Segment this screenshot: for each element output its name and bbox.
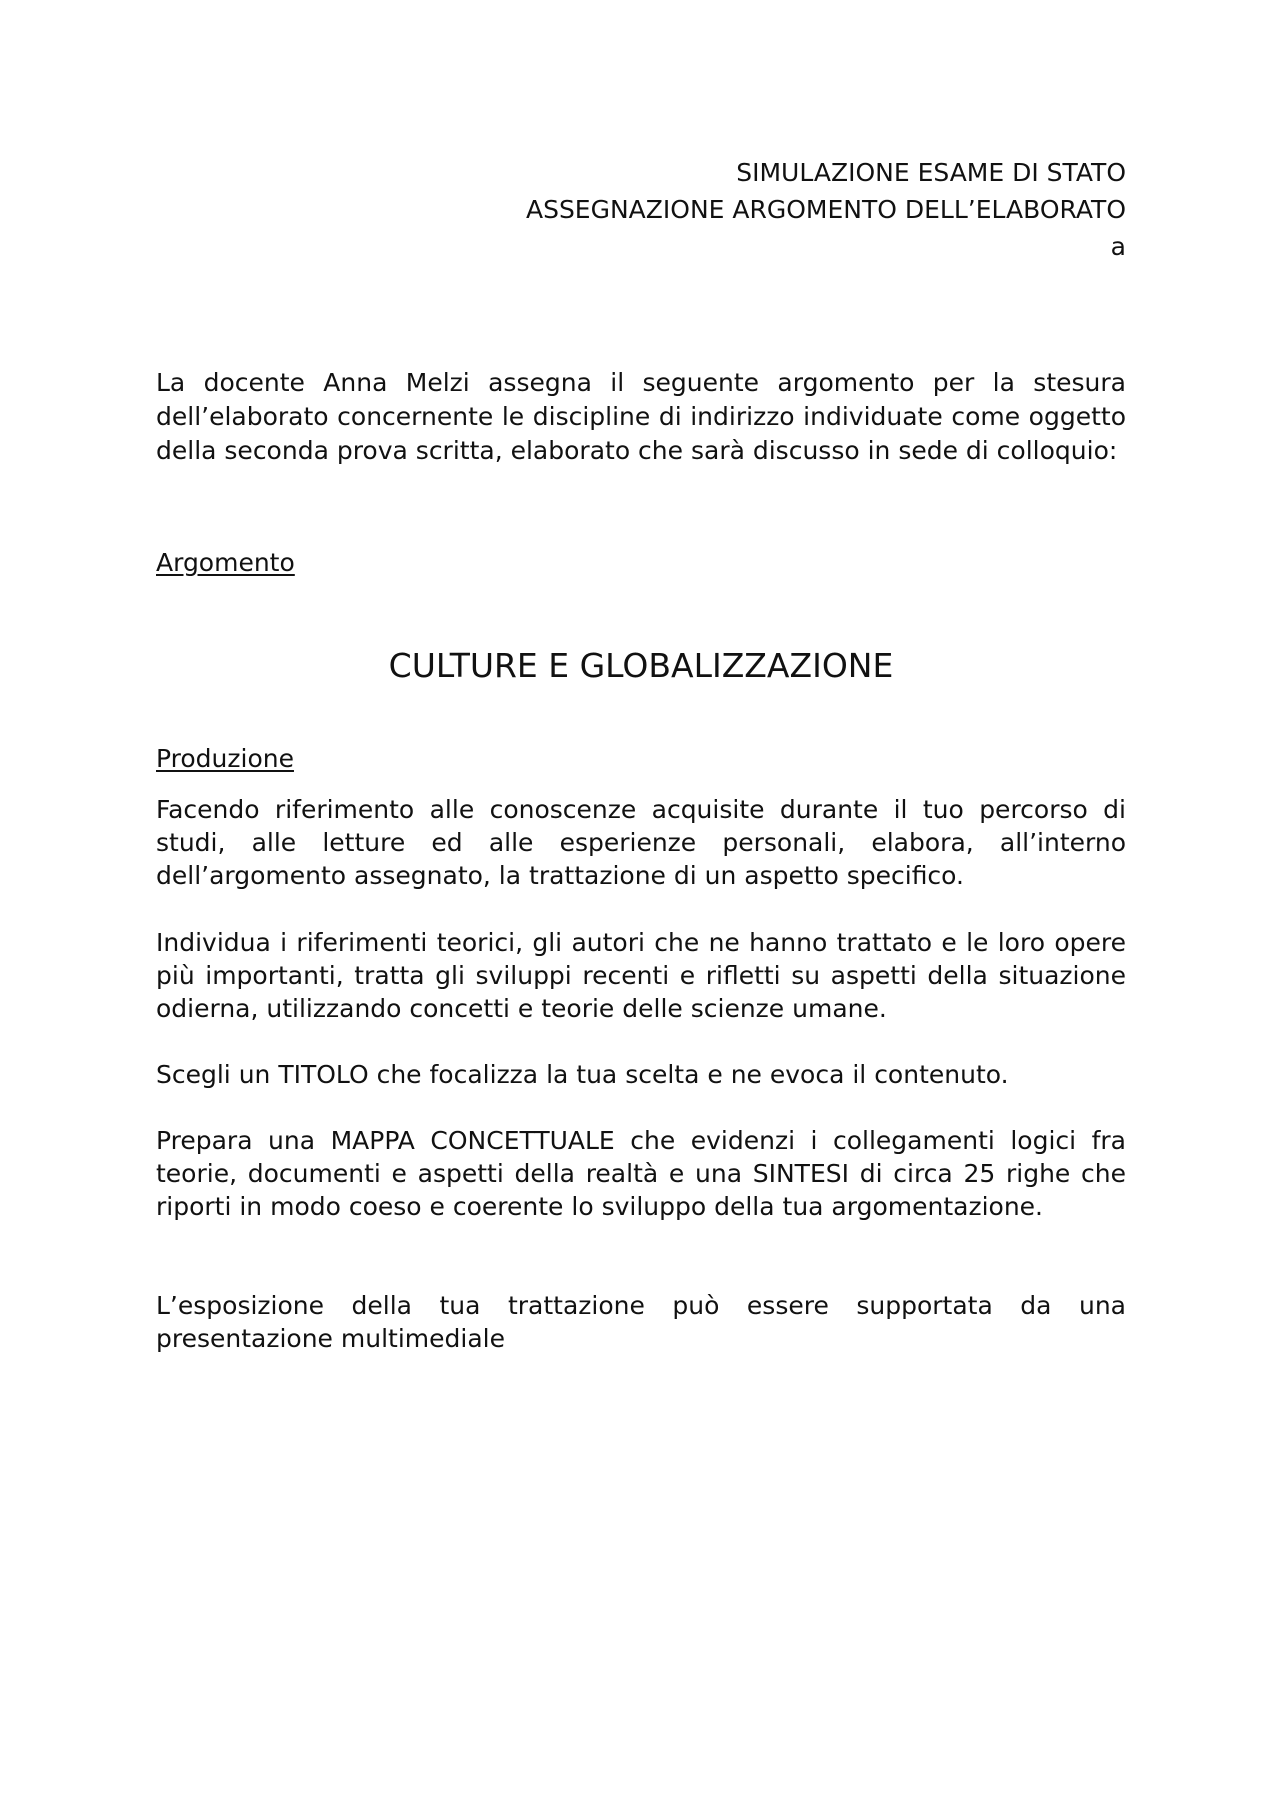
intro-paragraph: La docente Anna Melzi assegna il seguente argomento per la stesura dell’elaborato concernente le discipline di indirizzo individuate come oggetto della seconda prova scritta, elaborato che sarà discusso in sede di colloquio: (156, 368, 1126, 465)
produzione-label: Produzione (156, 744, 294, 773)
argomento-label: Argomento (156, 548, 295, 577)
produzione-paragraph-1: Facendo riferimento alle conoscenze acquisite durante il tuo percorso di studi, alle letture ed alle esperienze personali, elabora, all’interno dell’argomento assegnato, la trattazione di un aspetto specifico. (156, 795, 1126, 890)
produzione-paragraph-3: Scegli un TITOLO che focalizza la tua scelta e ne evoca il contenuto. (156, 1060, 1009, 1089)
document-header (156, 154, 1126, 265)
produzione-paragraph-5: L’esposizione della tua trattazione può essere supportata da una presentazione multimediale (156, 1291, 1126, 1353)
header-line-a: a (1110, 232, 1126, 261)
header-line-assignment: ASSEGNAZIONE ARGOMENTO DELL’ELABORATO (525, 195, 1126, 224)
header-line-exam: SIMULAZIONE ESAME DI STATO (736, 158, 1126, 187)
produzione-paragraph-2: Individua i riferimenti teorici, gli autori che ne hanno trattato e le loro opere più importanti, tratta gli sviluppi recenti e rifletti su aspetti della situazione odierna, utilizzando concetti e teorie delle scienze umane. (156, 928, 1126, 1023)
produzione-paragraph-4: Prepara una MAPPA CONCETTUALE che evidenzi i collegamenti logici fra teorie, documenti e aspetti della realtà e una SINTESI di circa 25 righe che riporti in modo coeso e coerente lo sviluppo della tua argomentazione. (156, 1126, 1126, 1221)
topic-title: CULTURE E GLOBALIZZAZIONE (388, 646, 894, 685)
